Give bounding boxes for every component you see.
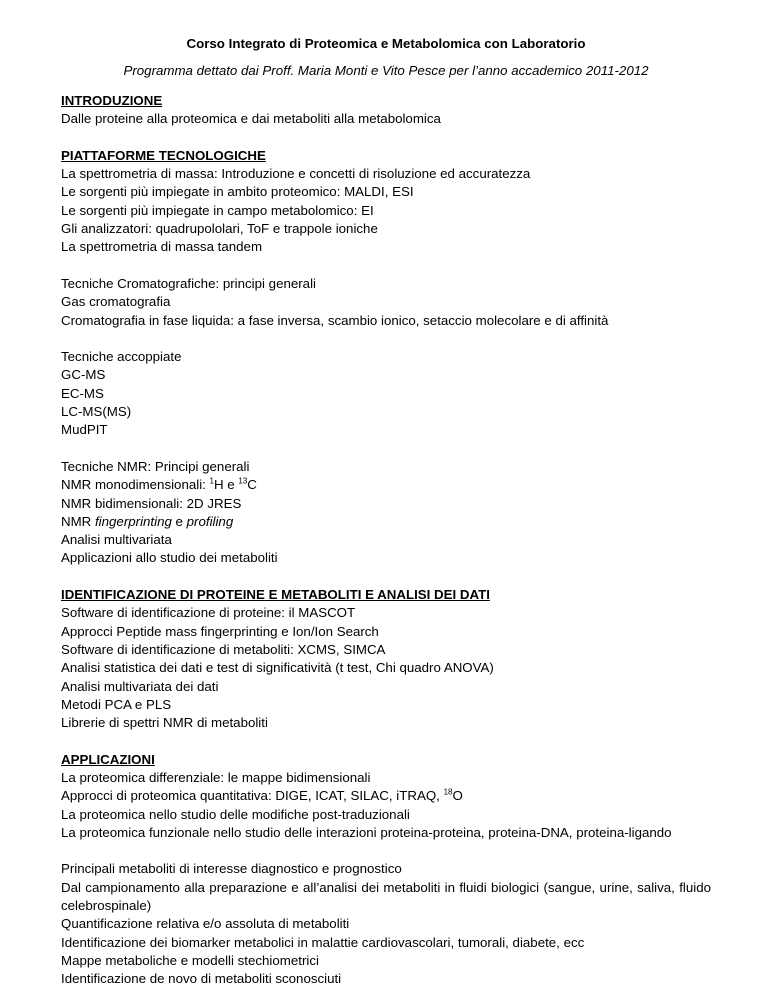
- text-line: Mappe metaboliche e modelli stechiometrici: [61, 952, 319, 968]
- text-line: Approcci Peptide mass fingerprinting e Ion/Ion Search: [61, 623, 379, 639]
- text-line: Quantificazione relativa e/o assoluta di metaboliti: [61, 916, 350, 932]
- text-line: EC-MS: [61, 385, 104, 401]
- section-identificazione: [61, 586, 711, 732]
- section-heading: PIATTAFORME TECNOLOGICHE: [61, 147, 266, 163]
- text-line: Gas cromatografia: [61, 294, 171, 310]
- text-line: Dal campionamento alla preparazione e all’analisi dei metaboliti in fluidi biologici (sangue, urine, saliva, fluido celebrospinale): [61, 879, 711, 914]
- text-line: Analisi multivariata dei dati: [61, 678, 219, 694]
- text-line: Metodi PCA e PLS: [61, 696, 172, 712]
- text-line: La proteomica nello studio delle modifiche post-traduzionali: [61, 806, 410, 822]
- text-line: NMR monodimensionali: $^1$H e $^{13}$C: [61, 476, 257, 493]
- text-line: Tecniche NMR: Principi generali: [61, 458, 250, 474]
- text-line: Gli analizzatori: quadrupololari, ToF e trappole ioniche: [61, 221, 378, 237]
- text-line: La spettrometria di massa tandem: [61, 239, 263, 255]
- text-line: La spettrometria di massa: Introduzione e concetti di risoluzione ed accuratezza: [61, 166, 531, 182]
- text-line: La proteomica funzionale nello studio delle interazioni proteina-proteina, proteina-DNA, proteina-ligando: [61, 824, 672, 840]
- text-line: Tecniche accoppiate: [61, 349, 182, 365]
- section-heading: APPLICAZIONI: [61, 751, 155, 767]
- text-line: Identificazione dei biomarker metabolici in malattie cardiovascolari, tumorali, diabete, ecc: [61, 934, 585, 950]
- text-line: Analisi statistica dei dati e test di significatività (t test, Chi quadro ANOVA): [61, 660, 494, 676]
- text-line: NMR bidimensionali: 2D JRES: [61, 495, 242, 511]
- text-line: Le sorgenti più impiegate in ambito proteomico: MALDI, ESI: [61, 184, 414, 200]
- text-line: Analisi multivariata: [61, 532, 172, 548]
- text-line: Librerie di spettri NMR di metaboliti: [61, 715, 268, 731]
- text-line: Software di identificazione di metaboliti: XCMS, SIMCA: [61, 641, 386, 657]
- text-line: LC-MS(MS): [61, 404, 132, 420]
- text-line: GC-MS: [61, 367, 106, 383]
- text-line: Le sorgenti più impiegate in campo metabolomico: EI: [61, 202, 374, 218]
- section-heading: INTRODUZIONE: [61, 93, 163, 108]
- text-line: Approcci di proteomica quantitativa: DIGE, ICAT, SILAC, iTRAQ, $^{18}$O: [61, 787, 463, 804]
- text-line: Cromatografia in fase liquida: a fase inversa, scambio ionico, setaccio molecolare e di affinità: [61, 312, 609, 328]
- section-piattaforme: [61, 147, 711, 568]
- text-line: Applicazioni allo studio dei metaboliti: [61, 550, 278, 566]
- section-heading: IDENTIFICAZIONE DI PROTEINE E METABOLITI E ANALISI DEI DATI: [61, 587, 490, 603]
- text-line: MudPIT: [61, 422, 108, 438]
- text-line: Tecniche Cromatografiche: principi generali: [61, 275, 316, 291]
- course-title: Corso Integrato di Proteomica e Metabolomica con Laboratorio: [186, 36, 586, 51]
- text-line: Dalle proteine alla proteomica e dai metaboliti alla metabolomica: [61, 111, 441, 127]
- course-subtitle: Programma dettato dai Proff. Maria Monti e Vito Pesce per l’anno accademico 2011-2012: [123, 63, 649, 78]
- text-line: Identificazione de novo di metaboliti sconosciuti: [61, 971, 342, 987]
- section-introduzione: [61, 92, 711, 129]
- text-line: NMR fingerprinting e profiling: [61, 513, 234, 529]
- document-page: [61, 35, 711, 989]
- text-line: Principali metaboliti di interesse diagnostico e prognostico: [61, 861, 402, 877]
- text-line: Software di identificazione di proteine: il MASCOT: [61, 605, 356, 621]
- section-applicazioni: [61, 751, 711, 989]
- text-line: La proteomica differenziale: le mappe bidimensionali: [61, 769, 371, 785]
